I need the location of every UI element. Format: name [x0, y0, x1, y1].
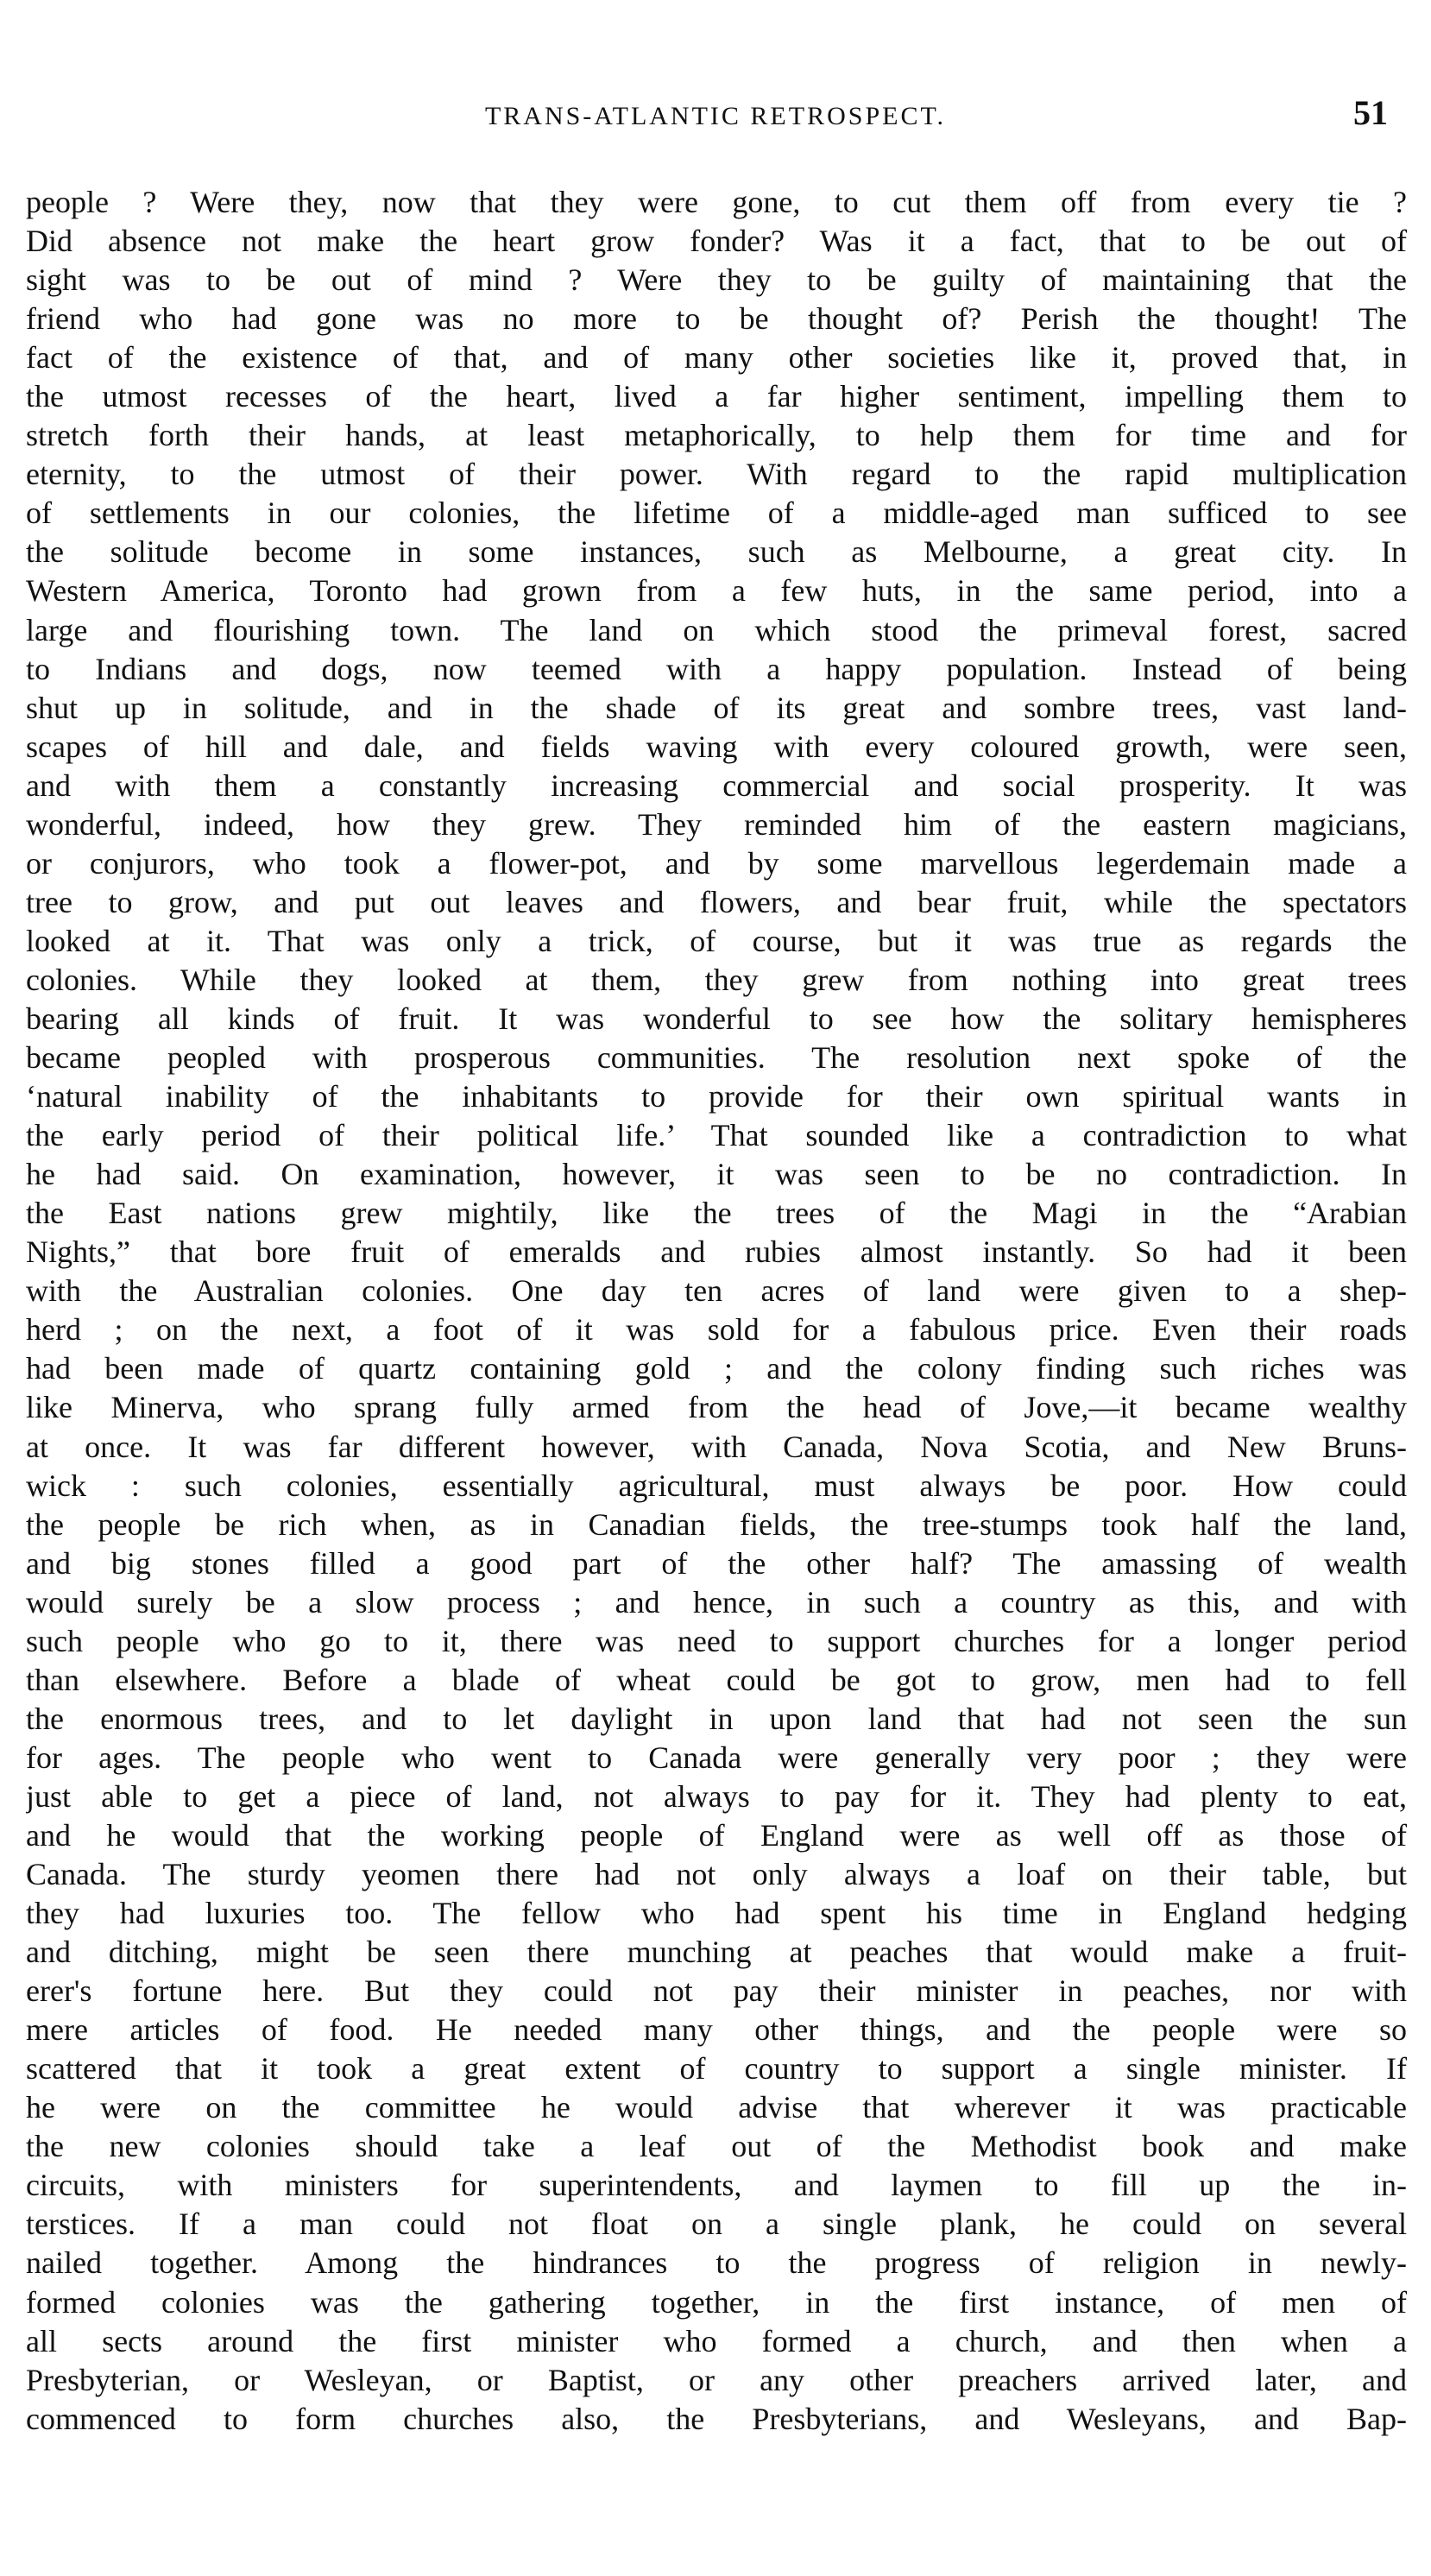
text-line: friend who had gone was no more to be thought of? Perish the thought! The [26, 301, 1407, 337]
text-line: had been made of quartz containing gold ; and the colony finding such riches was [26, 1351, 1407, 1386]
text-line: the solitude become in some instances, such as Melbourne, a great city. In [26, 534, 1407, 570]
text-line: Canada. The sturdy yeomen there had not only always a loaf on their table, but [26, 1857, 1407, 1892]
text-line: and he would that the working people of England were as well off as those of [26, 1817, 1407, 1853]
text-line: and ditching, might be seen there munching at peaches that would make a fruit- [26, 1935, 1407, 1970]
text-line: ‘natural inability of the inhabitants to provide for their own spiritual wants in [26, 1079, 1407, 1114]
text-line: mere articles of food. He needed many other things, and the people were so [26, 2012, 1407, 2048]
text-line: for ages. The people who went to Canada were generally very poor ; they were [26, 1739, 1407, 1775]
text-line: people ? Were they, now that they were gone, to cut them off from every tie ? [26, 185, 1407, 219]
text-line: with the Australian colonies. One day ten acres of land were given to a shep- [26, 1273, 1407, 1309]
text-line: the early period of their political life.’ That sounded like a contradiction to what [26, 1118, 1407, 1153]
text-line: formed colonies was the gathering together, in the first instance, of men of [26, 2284, 1407, 2320]
text-line: eternity, to the utmost of their power. With regard to the rapid multiplication [26, 457, 1407, 492]
text-line: or conjurors, who took a flower-pot, and by some marvellous legerdemain made a [26, 845, 1407, 881]
text-line: fact of the existence of that, and of many other societies like it, proved that, in [26, 340, 1407, 376]
text-line: scattered that it took a great extent of country to support a single minister. If [26, 2051, 1407, 2087]
text-line: looked at it. That was only a trick, of course, but it was true as regards the [26, 923, 1407, 958]
text-line: shut up in solitude, and in the shade of its great and sombre trees, vast land- [26, 690, 1407, 725]
text-line: stretch forth their hands, at least metaphorically, to help them for time and for [26, 418, 1407, 453]
body-text [26, 183, 1407, 2439]
text-line: of settlements in our colonies, the lifetime of a middle-aged man sufficed to see [26, 496, 1407, 531]
text-line: he were on the committee he would advise that wherever it was practicable [26, 2090, 1407, 2125]
text-line: and big stones filled a good part of the other half? The amassing of wealth [26, 1545, 1407, 1581]
text-line: scapes of hill and dale, and fields waving with every coloured growth, were seen, [26, 729, 1407, 764]
text-line: sight was to be out of mind ? Were they to be guilty of maintaining that the [26, 262, 1407, 298]
text-line: just able to get a piece of land, not always to pay for it. They had plenty to eat, [26, 1778, 1407, 1814]
text-line: they had luxuries too. The fellow who had spent his time in England hedging [26, 1896, 1407, 1931]
text-line: circuits, with ministers for superintendents, and laymen to fill up the in- [26, 2168, 1407, 2203]
text-line: Western America, Toronto had grown from a few huts, in the same period, into a [26, 573, 1407, 609]
text-line: like Minerva, who sprang fully armed from the head of Jove,—it became wealthy [26, 1390, 1407, 1425]
text-line: such people who go to it, there was need to support churches for a longer period [26, 1623, 1407, 1658]
text-line: he had said. On examination, however, it was seen to be no contradiction. In [26, 1157, 1407, 1192]
text-line: became peopled with prosperous communities. The resolution next spoke of the [26, 1040, 1407, 1076]
text-line: than elsewhere. Before a blade of wheat could be got to grow, men had to fell [26, 1662, 1407, 1697]
text-line: all sects around the first minister who formed a church, and then when a [26, 2323, 1407, 2358]
text-line: herd ; on the next, a foot of it was sold for a fabulous price. Even their roads [26, 1312, 1407, 1348]
text-line: the people be rich when, as in Canadian fields, the tree-stumps took half the land, [26, 1506, 1407, 1542]
text-line: would surely be a slow process ; and hence, in such a country as this, and with [26, 1584, 1407, 1619]
text-line: Presbyterian, or Wesleyan, or Baptist, or any other preachers arrived later, and [26, 2362, 1407, 2397]
text-line: nailed together. Among the hindrances to the progress of religion in newly- [26, 2245, 1407, 2281]
text-line: wonderful, indeed, how they grew. They reminded him of the eastern magicians, [26, 806, 1407, 842]
running-title: TRANS-ATLANTIC RETROSPECT. [484, 102, 947, 130]
text-line: commenced to form churches also, the Presbyterians, and Wesleyans, and Bap- [26, 2401, 1407, 2436]
text-line: erer's fortune here. But they could not pay their minister in peaches, nor with [26, 1973, 1407, 2009]
text-line: the utmost recesses of the heart, lived a far higher sentiment, impelling them to [26, 379, 1407, 414]
text-line: the East nations grew mightily, like the trees of the Magi in the “Arabian [26, 1196, 1407, 1231]
text-line: large and flourishing town. The land on which stood the primeval forest, sacred [26, 612, 1407, 647]
text-line: the enormous trees, and to let daylight in upon land that had not seen the sun [26, 1701, 1407, 1736]
text-line: colonies. While they looked at them, they grew from nothing into great trees [26, 962, 1407, 997]
text-line: and with them a constantly increasing commercial and social prosperity. It was [26, 767, 1407, 803]
text-line: tree to grow, and put out leaves and flowers, and bear fruit, while the spectators [26, 884, 1407, 919]
text-line: terstices. If a man could not float on a single plank, he could on several [26, 2207, 1407, 2242]
text-line: Did absence not make the heart grow fonder? Was it a fact, that to be out of [26, 224, 1407, 259]
text-line: at once. It was far different however, with Canada, Nova Scotia, and New Bruns- [26, 1429, 1407, 1464]
text-line: to Indians and dogs, now teemed with a happy population. Instead of being [26, 651, 1407, 686]
text-line: Nights,” that bore fruit of emeralds and rubies almost instantly. So had it been [26, 1234, 1407, 1270]
page-number: 51 [1353, 93, 1388, 132]
text-line: wick : such colonies, essentially agricultural, must always be poor. How could [26, 1468, 1407, 1503]
text-line: bearing all kinds of fruit. It was wonderful to see how the solitary hemispheres [26, 1001, 1407, 1036]
running-head [0, 95, 1431, 138]
text-line: the new colonies should take a leaf out of the Methodist book and make [26, 2129, 1407, 2164]
